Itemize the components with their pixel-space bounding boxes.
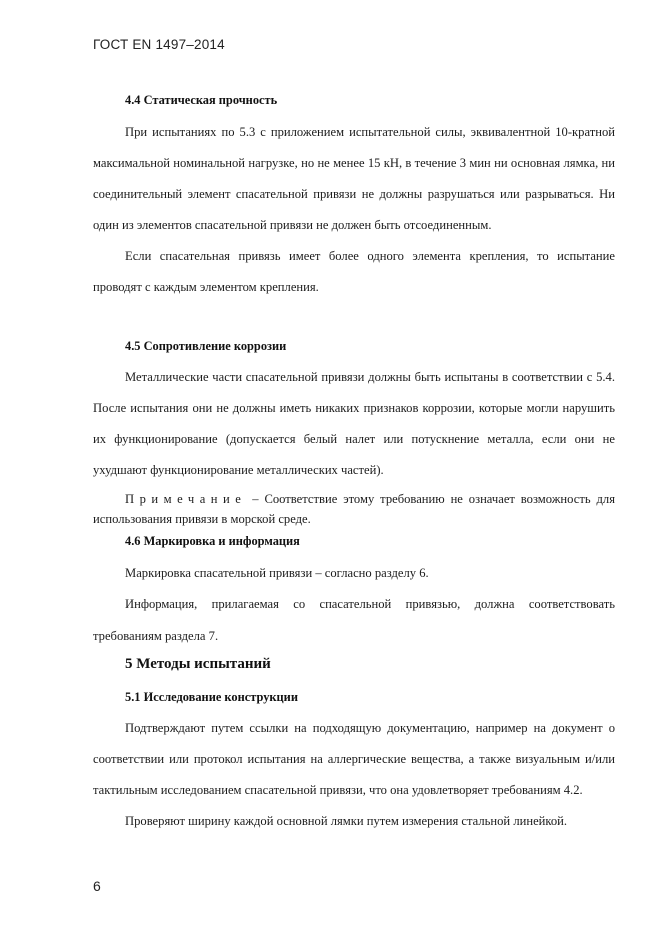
section-4-5-body (93, 362, 615, 486)
document-code-header: ГОСТ EN 1497–2014 (93, 37, 225, 52)
section-4-5-paragraph-1: Металлические части спасательной привязи должны быть испытаны в соответствии с 5.4. После испытания они не должны иметь никаких признаков коррозии, которые могли нарушить их функционирование (допускается белый налет или потускнение металла, если они не ухудшают функционирование металлических частей). (93, 370, 615, 478)
section-4-5-heading: 4.5 Сопротивление коррозии (125, 339, 287, 353)
section-5-1-heading: 5.1 Исследование конструкции (125, 690, 298, 704)
page-number: 6 (93, 878, 101, 894)
section-4-6-paragraph-1: Маркировка спасательной привязи – согласно разделу 6. (125, 566, 429, 580)
section-5-1-body (93, 713, 615, 837)
section-4-4-paragraph-1: При испытаниях по 5.3 с приложением испытательной силы, эквивалентной 10-кратной максимальной номинальной нагрузке, но не менее 15 кН, в течение 3 мин ни основная лямка, ни соединительный элемент спасательной привязи не должны разрушаться или разрываться. Ни один из элементов спасательной привязи не должен быть отсоединенным. (93, 125, 615, 233)
section-4-6-heading: 4.6 Маркировка и информация (125, 534, 300, 548)
note-text: – Соответствие этому требованию не означает возможность для использования привязи в морской среде. (93, 492, 615, 526)
section-4-5-note (93, 489, 615, 529)
section-4-4-body (93, 117, 615, 304)
note-label: Примечание (125, 492, 247, 506)
section-4-6-body (93, 558, 615, 652)
section-4-4-heading: 4.4 Статическая прочность (125, 93, 278, 107)
note-paragraph (93, 489, 615, 529)
section-4-4-paragraph-2: Если спасательная привязь имеет более одного элемента крепления, то испытание проводят с каждым элементом крепления. (93, 249, 615, 295)
section-5-1-paragraph-1: Подтверждают путем ссылки на подходящую документацию, например на документ о соответствии или протокол испытания на аллергические вещества, а также визуальным и/или тактильным исследованием спасательной привязи, что она удовлетворяет требованиям 4.2. (93, 721, 615, 798)
section-5-1-paragraph-2: Проверяют ширину каждой основной лямки путем измерения стальной линейкой. (125, 814, 568, 829)
section-4-6-paragraph-2: Информация, прилагаемая со спасательной привязью, должна соответствовать требованиям раздела 7. (93, 597, 615, 643)
section-5-heading: 5 Методы испытаний (125, 656, 271, 672)
